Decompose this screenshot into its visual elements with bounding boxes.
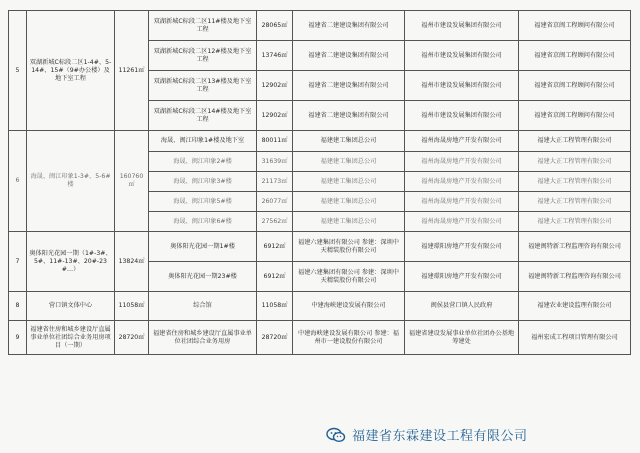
supervisor-cell: 福州宏成工程项目管理有限公司 xyxy=(519,321,631,355)
project-name-cell: 奥体阳光花园一期（1#-3#、5#、11#-13#、20#-23#…） xyxy=(27,232,115,292)
subproject-cell: 综合馆 xyxy=(149,292,257,321)
builder-cell: 福建建工集团总公司 xyxy=(293,192,405,212)
developer-cell: 闽侯县营口镇人民政府 xyxy=(405,292,519,321)
row-number-cell: 9 xyxy=(9,321,27,355)
subproject-cell: 海晟、闽江印象5#楼 xyxy=(149,192,257,212)
builder-cell: 福建省二建建设集团有限公司 xyxy=(293,71,405,101)
builder-cell: 中建海峡建设发展有限公司 xyxy=(293,292,405,321)
subproject-area-cell: 12902㎡ xyxy=(257,101,293,131)
project-name-cell: 海晟、闽江印象1-3#、5-6#楼 xyxy=(27,131,115,232)
developer-cell: 福州海晟房地产开发有限公司 xyxy=(405,192,519,212)
subproject-area-cell: 28720㎡ xyxy=(257,321,293,355)
subproject-area-cell: 80011㎡ xyxy=(257,131,293,152)
developer-cell: 福建省建设发展事业单位社团办公基地筹建处 xyxy=(405,321,519,355)
project-name-cell: 福建省住房和城乡建设厅直属事业单位社团综合业务用房项目（一期） xyxy=(27,321,115,355)
subproject-area-cell: 13746㎡ xyxy=(257,41,293,71)
row-number-cell: 5 xyxy=(9,11,27,131)
builder-cell: 福建六建集团有限公司 参建：深圳中天精装股份有限公司 xyxy=(293,232,405,262)
subproject-cell: 双湖新城C标段二区13#楼及地下室工程 xyxy=(149,71,257,101)
supervisor-cell: 福建闽特新工程监理咨询有限公司 xyxy=(519,232,631,262)
subproject-area-cell: 26077㎡ xyxy=(257,192,293,212)
project-area-cell: 28720㎡ xyxy=(115,321,149,355)
row-number-cell: 7 xyxy=(9,232,27,292)
builder-cell: 福建省二建建设集团有限公司 xyxy=(293,11,405,41)
supervisor-cell: 福建省京闽工程顾问有限公司 xyxy=(519,41,631,71)
table-row xyxy=(9,292,631,321)
project-name-cell: 双湖新城C标段二区1-4#、5-14#、15#（9#办公楼）及地下室工程 xyxy=(27,11,115,131)
subproject-cell: 福建省住房和城乡建设厅直属事业单位社团综合业务用房 xyxy=(149,321,257,355)
subproject-area-cell: 28065㎡ xyxy=(257,11,293,41)
project-area-cell: 11261㎡ xyxy=(115,11,149,131)
builder-cell: 福建建工集团总公司 xyxy=(293,172,405,192)
subproject-area-cell: 12902㎡ xyxy=(257,71,293,101)
developer-cell: 福州市建设发展集团有限公司 xyxy=(405,41,519,71)
subproject-area-cell: 6912㎡ xyxy=(257,232,293,262)
project-table xyxy=(8,10,631,355)
developer-cell: 福州海晟房地产开发有限公司 xyxy=(405,131,519,152)
subproject-cell: 海晟、闽江印象6#楼 xyxy=(149,212,257,232)
subproject-cell: 双湖新城C标段二区12#楼及地下室工程 xyxy=(149,41,257,71)
supervisor-cell: 福建农业建设监理有限公司 xyxy=(519,292,631,321)
developer-cell: 福建璟阳房地产开发有限公司 xyxy=(405,262,519,292)
developer-cell: 福州市建设发展集团有限公司 xyxy=(405,101,519,131)
project-area-cell: 160760㎡ xyxy=(115,131,149,232)
subproject-area-cell: 6912㎡ xyxy=(257,262,293,292)
supervisor-cell: 福建省京闽工程顾问有限公司 xyxy=(519,71,631,101)
project-area-cell: 11058㎡ xyxy=(115,292,149,321)
developer-cell: 福州海晟房地产开发有限公司 xyxy=(405,172,519,192)
supervisor-cell: 福建闽特新工程监理咨询有限公司 xyxy=(519,262,631,292)
table-row xyxy=(9,232,631,262)
subproject-cell: 双湖新城C标段二区11#楼及地下室工程 xyxy=(149,11,257,41)
table-row xyxy=(9,321,631,355)
supervisor-cell: 福建大正工程管理有限公司 xyxy=(519,172,631,192)
developer-cell: 福州市建设发展集团有限公司 xyxy=(405,71,519,101)
supervisor-cell: 福建大正工程管理有限公司 xyxy=(519,192,631,212)
developer-cell: 福建璟阳房地产开发有限公司 xyxy=(405,232,519,262)
wechat-logo-icon xyxy=(326,427,346,443)
company-name: 福建省东霖建设工程有限公司 xyxy=(352,429,528,444)
builder-cell: 福建省二建建设集团有限公司 xyxy=(293,101,405,131)
supervisor-cell: 福建大正工程管理有限公司 xyxy=(519,152,631,172)
subproject-area-cell: 31639㎡ xyxy=(257,152,293,172)
builder-cell: 福建省二建建设集团有限公司 xyxy=(293,41,405,71)
supervisor-cell: 福建省京闽工程顾问有限公司 xyxy=(519,11,631,41)
row-number-cell: 6 xyxy=(9,131,27,232)
subproject-area-cell: 11058㎡ xyxy=(257,292,293,321)
subproject-cell: 奥体阳光花园一期23#楼 xyxy=(149,262,257,292)
builder-cell: 福建六建集团有限公司 参建：深圳中天精装股份有限公司 xyxy=(293,262,405,292)
supervisor-cell: 福建大正工程管理有限公司 xyxy=(519,131,631,152)
table-row xyxy=(9,131,631,152)
developer-cell: 福州海晟房地产开发有限公司 xyxy=(405,152,519,172)
builder-cell: 福建建工集团总公司 xyxy=(293,131,405,152)
developer-cell: 福州海晟房地产开发有限公司 xyxy=(405,212,519,232)
subproject-area-cell: 27562㎡ xyxy=(257,212,293,232)
supervisor-cell: 福建大正工程管理有限公司 xyxy=(519,212,631,232)
table-row xyxy=(9,11,631,41)
project-name-cell: 营口镇文体中心 xyxy=(27,292,115,321)
watermark-footer xyxy=(326,425,528,444)
subproject-cell: 海晟、闽江印象3#楼 xyxy=(149,172,257,192)
developer-cell: 福州市建设发展集团有限公司 xyxy=(405,11,519,41)
project-area-cell: 13824㎡ xyxy=(115,232,149,292)
builder-cell: 中建海峡建设发展有限公司 参建：福州市一建设股份有限公司 xyxy=(293,321,405,355)
builder-cell: 福建建工集团总公司 xyxy=(293,212,405,232)
subproject-cell: 双湖新城C标段二区14#楼及地下室工程 xyxy=(149,101,257,131)
subproject-cell: 奥体阳光花园一期1#楼 xyxy=(149,232,257,262)
subproject-cell: 海晟、闽江印象2#楼 xyxy=(149,152,257,172)
subproject-area-cell: 21173㎡ xyxy=(257,172,293,192)
row-number-cell: 8 xyxy=(9,292,27,321)
builder-cell: 福建建工集团总公司 xyxy=(293,152,405,172)
supervisor-cell: 福建省京闽工程顾问有限公司 xyxy=(519,101,631,131)
subproject-cell: 海晟、闽江印象1#楼及地下室 xyxy=(149,131,257,152)
